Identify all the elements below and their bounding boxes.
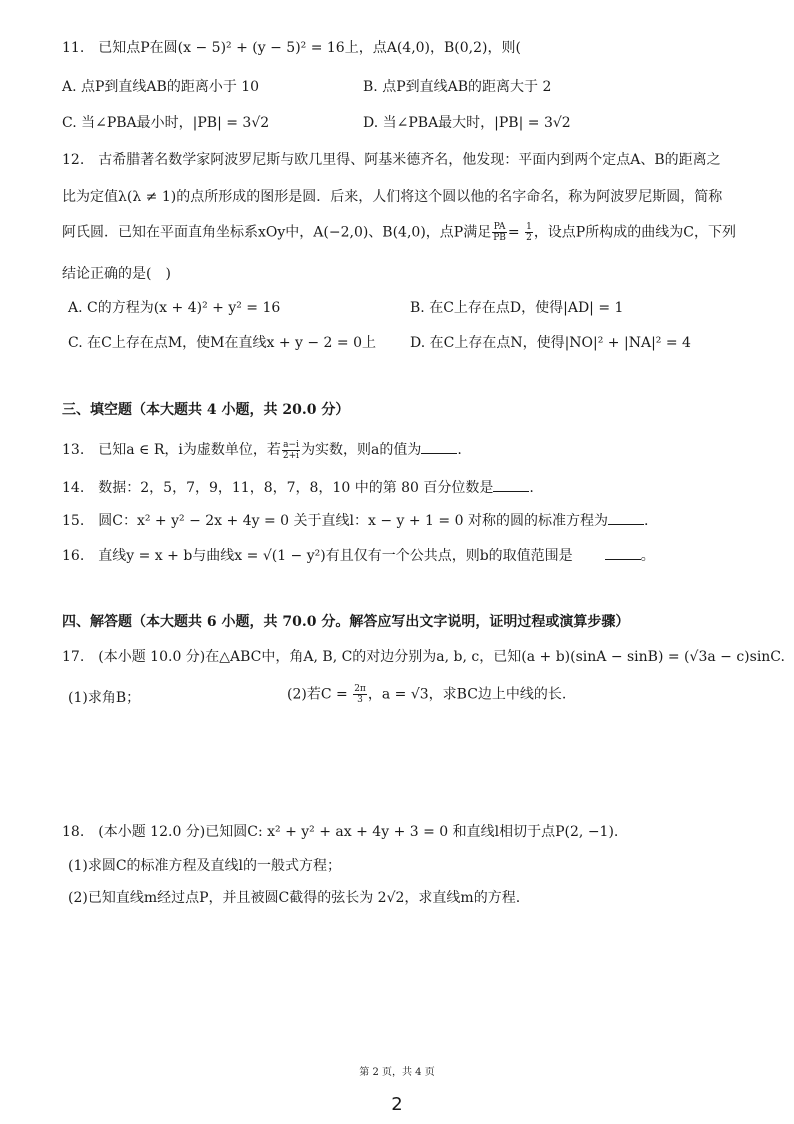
q15-answer-blank[interactable] <box>608 510 644 525</box>
q14-text: 14. 数据：2，5，7，9，11，8，7，8，10 中的第 80 百分位数是 <box>62 480 494 496</box>
q13-fraction <box>282 440 300 461</box>
q14-answer-blank[interactable] <box>493 477 529 492</box>
q14-end: . <box>529 480 534 496</box>
q12-line3-start: 阿氏圆．已知在平面直角坐标系xOy中，A(−2,0)、B(4,0)，点P满足 <box>62 224 492 241</box>
q13 <box>62 439 764 461</box>
section-fill-in-title: 三、填空题（本大题共 4 小题，共 20.0 分） <box>62 402 350 418</box>
q12-half-denominator: 2 <box>526 233 532 243</box>
page-footer: 第 2 页，共 4 页 <box>359 1067 435 1078</box>
q12-equals: = <box>507 224 525 241</box>
q12-line3 <box>62 222 764 243</box>
q16 <box>62 545 764 566</box>
q17-angle-fraction <box>353 684 367 705</box>
q12-ratio-fraction <box>492 222 507 243</box>
section-solutions-title: 四、解答题（本大题共 6 小题，共 70.0 分。解答应写出文字说明，证明过程或演算步骤） <box>62 614 630 630</box>
q13-numerator: a−i <box>283 439 299 450</box>
q11-stem: 11. 已知点P在圆(x − 5)² + (y − 5)² = 16上，点A(4,0)，B(0,2)，则( <box>62 40 521 56</box>
q13-denominator: 2+i <box>282 450 300 461</box>
q16-text: 16. 直线y = x + b与曲线x = √(1 − y²)有且仅有一个公共点，则b的取值范围是 <box>62 548 573 564</box>
q18-stem: 18. (本小题 12.0 分)已知圆C: x² + y² + ax + 4y + 3 = 0 和直线l相切于点P(2, −1). <box>62 824 619 840</box>
q16-end: 。 <box>640 548 655 564</box>
page-number: 2 <box>391 1094 403 1115</box>
q12-option-a: A. C的方程为(x + 4)² + y² = 16 <box>68 300 281 316</box>
q12-line3-end: ，设点P所构成的曲线为C，下列 <box>533 224 736 241</box>
q13-start: 13. 已知a ∈ R，i为虚数单位，若 <box>62 442 281 458</box>
q12-line4: 结论正确的是( ) <box>62 266 171 282</box>
q15-end: . <box>643 513 649 529</box>
q12-half-numerator: 1 <box>526 222 532 232</box>
q12-half-fraction <box>525 222 533 243</box>
q11-option-d: D. 当∠PBA最大时，|PB| = 3√2 <box>363 115 571 131</box>
q17-part2-end: ，a = √3，求BC边上中线的长. <box>367 686 567 703</box>
q11-option-b: B. 点P到直线AB的距离大于 2 <box>363 79 552 95</box>
q18-part2: (2)已知直线m经过点P，并且被圆C截得的弦长为 2√2，求直线m的方程. <box>68 890 521 906</box>
q13-middle: 为实数，则a的值为 <box>301 442 422 458</box>
q12-option-d: D. 在C上存在点N，使得|NO|² + |NA|² = 4 <box>410 335 691 351</box>
q17-part2-start: (2)若C = <box>287 686 353 703</box>
q12-ratio-numerator: PA <box>493 222 506 232</box>
q15 <box>62 510 764 531</box>
q12-option-c: C. 在C上存在点M，使M在直线x + y − 2 = 0上 <box>68 335 377 351</box>
q12-option-b: B. 在C上存在点D，使得|AD| = 1 <box>410 300 624 316</box>
q11-option-a: A. 点P到直线AB的距离小于 10 <box>62 79 260 95</box>
q13-end: . <box>457 442 462 458</box>
q18-part1: (1)求圆C的标准方程及直线l的一般式方程； <box>68 858 342 874</box>
q17-angle-numerator: 2π <box>354 684 366 694</box>
q17-part1: (1)求角B； <box>68 690 141 706</box>
q12-line1: 12. 古希腊著名数学家阿波罗尼斯与欧几里得、阿基米德齐名，他发现：平面内到两个定点A、B的距离之 <box>62 152 721 168</box>
q12-ratio-denominator: PB <box>493 233 506 243</box>
q17-part2 <box>287 684 566 705</box>
q15-text: 15. 圆C：x² + y² − 2x + 4y = 0 关于直线l：x − y + 1 = 0 对称的圆的标准方程为 <box>62 513 608 529</box>
q14 <box>62 477 764 498</box>
q13-answer-blank[interactable] <box>421 439 457 454</box>
q11-option-c: C. 当∠PBA最小时，|PB| = 3√2 <box>62 115 270 131</box>
q12-line2: 比为定值λ(λ ≠ 1)的点所形成的图形是圆．后来，人们将这个圆以他的名字命名，称为阿波罗尼斯圆，简称 <box>62 189 723 205</box>
q16-answer-blank[interactable] <box>605 545 641 560</box>
q17-stem: 17. (本小题 10.0 分)在△ABC中，角A, B, C的对边分别为a, b, c，已知(a + b)(sinA − sinB) = (√3a − c)sinC. <box>62 649 785 665</box>
q17-angle-denominator: 3 <box>357 695 363 705</box>
